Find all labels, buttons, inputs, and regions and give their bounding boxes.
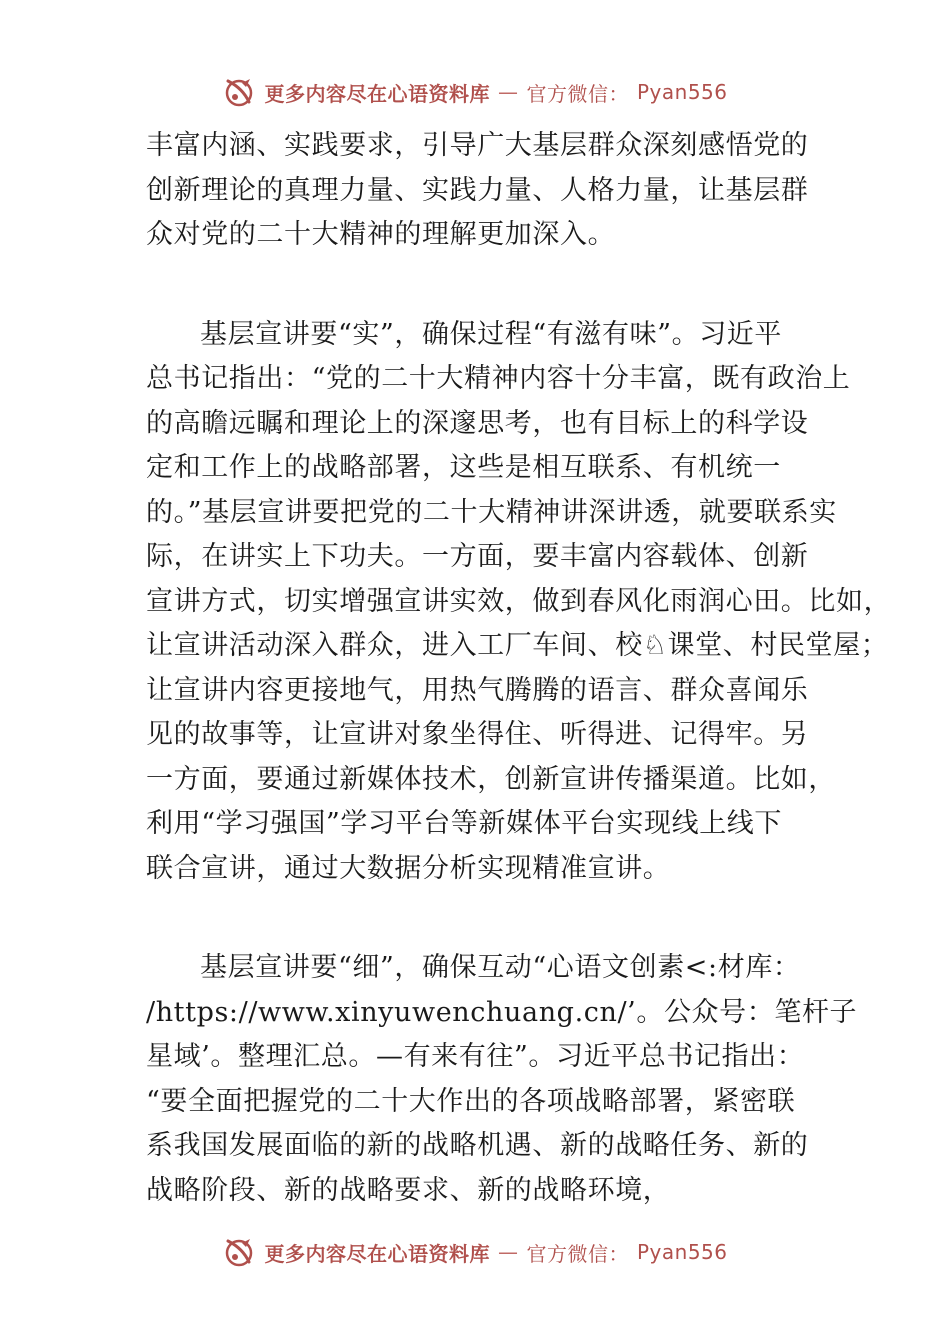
watermark-brand: 更多内容尽在心语资料库	[264, 1241, 490, 1266]
text-line: /https://www.xinyuwenchuang.cn/’。公众号：笔杆子	[146, 996, 858, 1028]
header-watermark	[0, 72, 950, 112]
paragraph	[146, 313, 892, 892]
text-line: 系我国发展面临的新的战略机遇、新的战略任务、新的	[146, 1130, 809, 1161]
text-line: 创新理论的真理力量、实践力量、人格力量，让基层群	[146, 174, 809, 206]
text-line: 基层宣讲要“细”，确保互动“心语文创素<:材库：	[200, 952, 801, 983]
text-line: 众对党的二十大精神的理解更加深入。	[146, 219, 616, 250]
text-line: 定和工作上的战略部署，这些是相互联系、有机统一	[146, 452, 781, 483]
text-line: 宣讲方式，切实增强宣讲实效，做到春风化雨润心田。比如，	[146, 585, 892, 617]
text-line: 战略阶段、新的战略要求、新的战略环境，	[146, 1174, 671, 1206]
text-line: 见的故事等，让宣讲对象坐得住、听得进、记得牢。另	[146, 719, 809, 750]
text-line: 利用“学习强国”学习平台等新媒体平台实现线上线下	[146, 808, 783, 839]
paragraph	[146, 124, 836, 258]
text-line: 让宣讲内容更接地气，用热气腾腾的语言、群众喜闻乐	[146, 674, 809, 706]
quill-ink-icon	[222, 75, 256, 109]
text-line: 让宣讲活动深入群众，进入工厂车间、校♘课堂、村民堂屋；	[146, 630, 889, 661]
watermark-wechat-id: Pyan556	[636, 80, 728, 104]
watermark-brand: 更多内容尽在心语资料库	[264, 81, 490, 106]
footer-watermark	[0, 1232, 950, 1272]
text-line: 星域’。整理汇总。—有来有往”。习近平总书记指出：	[146, 1041, 805, 1072]
text-line: 联合宣讲，通过大数据分析实现精准宣讲。	[146, 852, 671, 884]
text-line: 基层宣讲要“实”，确保过程“有滋有味”。习近平	[200, 318, 783, 350]
document-body	[146, 124, 892, 1213]
watermark-separator: —	[497, 1240, 519, 1264]
text-line: 的高瞻远瞩和理论上的深邃思考，也有目标上的科学设	[146, 407, 809, 439]
text-line: 的。”基层宣讲要把党的二十大精神讲深讲透，就要联系实	[146, 496, 837, 528]
text-line: 一方面，要通过新媒体技术，创新宣讲传播渠道。比如，	[146, 763, 836, 795]
watermark-wechat-label: 官方微信：	[526, 81, 629, 106]
text-line: 丰富内涵、实践要求，引导广大基层群众深刻感悟党的	[146, 130, 809, 161]
watermark-separator: —	[497, 80, 519, 104]
text-line: “要全面把握党的二十大作出的各项战略部署，紧密联	[146, 1085, 796, 1117]
watermark-wechat-id: Pyan556	[636, 1240, 728, 1264]
text-line: 际，在讲实上下功夫。一方面，要丰富内容载体、创新	[146, 541, 809, 572]
paragraph	[146, 946, 858, 1213]
watermark-wechat-label: 官方微信：	[526, 1241, 629, 1266]
quill-ink-icon	[222, 1235, 256, 1269]
text-line: 总书记指出：“党的二十大精神内容十分丰富，既有政治上	[146, 363, 851, 394]
